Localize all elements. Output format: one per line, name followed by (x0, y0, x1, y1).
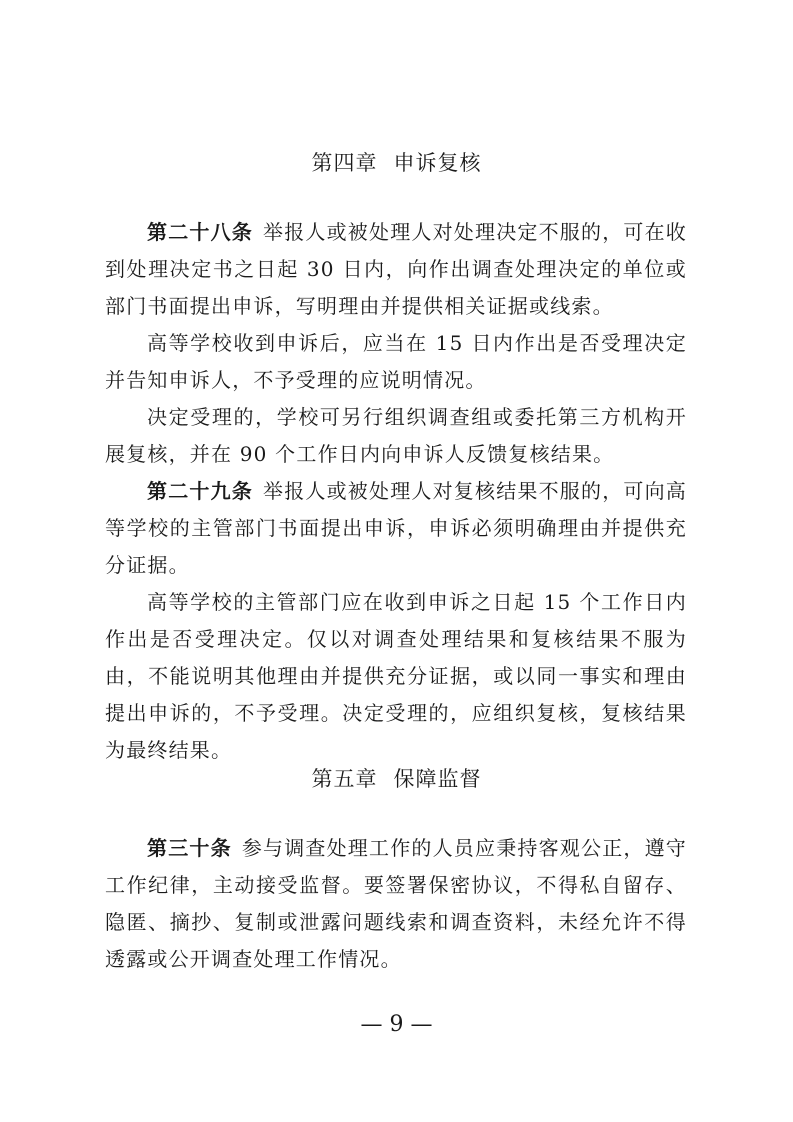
article-28-paragraph-2 (105, 325, 687, 399)
chapter-5-heading (0, 763, 793, 793)
chapter-5-title: 保障监督 (393, 767, 482, 791)
article-28-text-3: 决定受理的，学校可另行组织调查组或委托第三方机构开展复核，并在 90 个工作日内向申诉人反馈复核结果。 (105, 405, 687, 466)
article-29-text-1: 举报人或被处理人对复核结果不服的，可向高等学校的主管部门书面提出申诉，申诉必须明确理由并提供充分证据。 (105, 479, 687, 577)
article-28-heading: 第二十八条 (147, 220, 253, 244)
article-30-paragraph-1 (105, 830, 687, 978)
article-28-paragraph-1 (105, 214, 687, 325)
chapter-4-number: 第四章 (311, 151, 378, 175)
chapter-4-title: 申诉复核 (393, 151, 482, 175)
chapter-5-number: 第五章 (311, 767, 378, 791)
article-28-text-1: 举报人或被处理人对处理决定不服的，可在收到处理决定书之日起 30 日内，向作出调查处理决定的单位或部门书面提出申诉，写明理由并提供相关证据或线索。 (105, 220, 687, 318)
article-29-paragraph-2 (105, 584, 687, 769)
chapter-4-heading (0, 147, 793, 177)
article-30-heading: 第三十条 (147, 836, 232, 860)
article-28-paragraph-3 (105, 399, 687, 473)
article-29-paragraph-1 (105, 473, 687, 584)
article-28-text-2: 高等学校收到申诉后，应当在 15 日内作出是否受理决定并告知申诉人，不予受理的应说明情况。 (105, 331, 687, 392)
page-number: — 9 — (360, 1012, 433, 1037)
article-30-text-1: 参与调查处理工作的人员应秉持客观公正，遵守工作纪律，主动接受监督。要签署保密协议，不得私自留存、隐匿、摘抄、复制或泄露问题线索和调查资料，未经允许不得透露或公开调查处理工作情况。 (105, 836, 688, 971)
article-29-text-2: 高等学校的主管部门应在收到申诉之日起 15 个工作日内作出是否受理决定。仅以对调查处理结果和复核结果不服为由，不能说明其他理由并提供充分证据，或以同一事实和理由提出申诉的，不予受理。决定受理的，应组织复核，复核结果为最终结果。 (105, 590, 687, 762)
article-29-heading: 第二十九条 (147, 479, 253, 503)
